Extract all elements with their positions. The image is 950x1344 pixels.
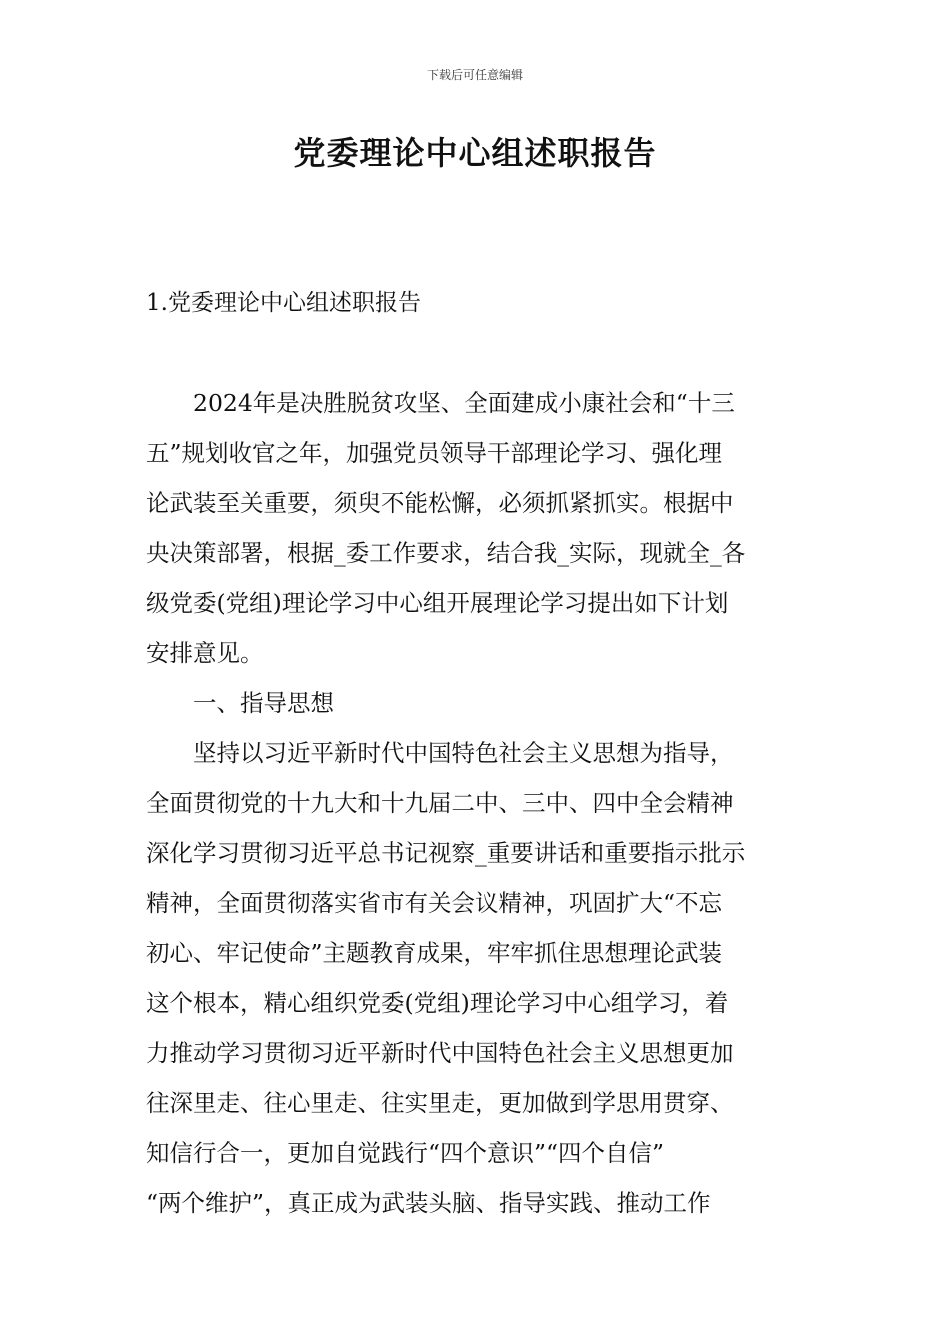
header-note: 下载后可任意编辑: [426, 68, 523, 82]
paragraph-line: 安排意见。: [146, 639, 264, 667]
paragraph-line: 级党委(党组)理论学习中心组开展理论学习提出如下计划: [146, 589, 729, 617]
document-body: [146, 378, 808, 1228]
paragraph-line: 全面贯彻党的十九大和十九届二中、三中、四中全会精神: [146, 789, 734, 817]
paragraph-line: 五”规划收官之年，加强党员领导干部理论学习、强化理: [146, 439, 723, 467]
paragraph-line: 坚持以习近平新时代中国特色社会主义思想为指导，: [193, 739, 734, 767]
paragraph-line: 2024年是决胜脱贫攻坚、全面建成小康社会和“十三: [193, 389, 735, 417]
paragraph-line: 深化学习贯彻习近平总书记视察_重要讲话和重要指示批示: [146, 839, 746, 867]
paragraph-line: 央决策部署，根据_委工作要求，结合我_实际，现就全_各: [146, 539, 746, 567]
paragraph-line: 初心、牢记使命”主题教育成果，牢牢抓住思想理论武装: [146, 939, 723, 967]
paragraph-line: 这个根本，精心组织党委(党组)理论学习中心组学习，着: [146, 989, 729, 1017]
document-title: 党委理论中心组述职报告: [293, 134, 657, 172]
paragraph-line: 论武装至关重要，须臾不能松懈，必须抓紧抓实。根据中: [146, 489, 734, 517]
section-heading: 1.党委理论中心组述职报告: [146, 290, 421, 316]
paragraph-line: 知信行合一，更加自觉践行“四个意识”“四个自信”: [146, 1139, 665, 1167]
subheading-guiding-ideology: 一、指导思想: [193, 689, 334, 717]
paragraph-line: 精神，全面贯彻落实省市有关会议精神，巩固扩大“不忘: [146, 889, 723, 917]
paragraph-line: 力推动学习贯彻习近平新时代中国特色社会主义思想更加: [146, 1039, 734, 1067]
paragraph-line: “两个维护”，真正成为武装头脑、指导实践、推动工作: [146, 1189, 711, 1217]
paragraph-line: 往深里走、往心里走、往实里走，更加做到学思用贯穿、: [146, 1089, 734, 1117]
